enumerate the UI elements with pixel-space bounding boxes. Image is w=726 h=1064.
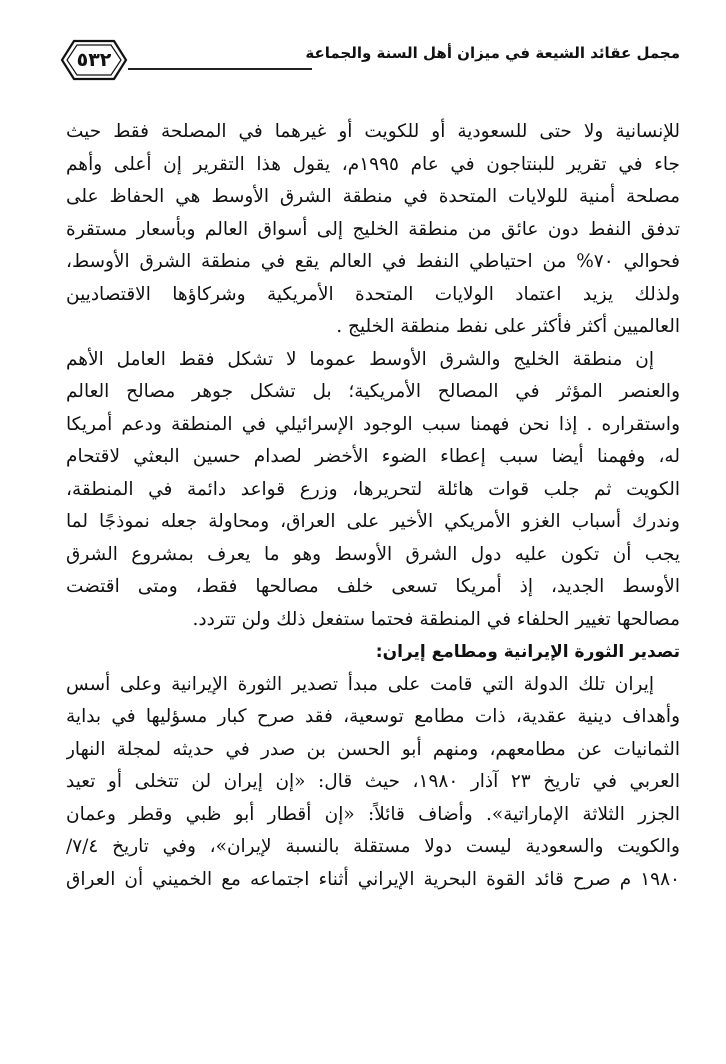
text-line: إيران تلك الدولة التي قامت على مبدأ تصدير الثورة الإيرانية وعلى أسس <box>66 673 654 695</box>
text-line: العربي في تاريخ ٢٣ آذار ١٩٨٠، حيث قال: «إن إيران لن تتخلى أو تعيد <box>66 771 680 792</box>
text-line: فحوالي ٧٠% من احتياطي النفط في العالم يقع في منطقة الشرق الأوسط، <box>66 251 680 272</box>
section-heading: تصدير الثورة الإيرانية ومطامع إيران: <box>375 642 680 662</box>
body-text <box>66 116 680 896</box>
text-line: والكويت والسعودية ليست دولا مستقلة بالنسبة لإيران»، وفي تاريخ ٧/٤/ <box>66 836 680 857</box>
text-line: الكويت ثم جلب قوات هائلة لتحريرها، وزرع قواعد دائمة في المنطقة، <box>66 478 680 500</box>
text-line: وأهداف دينية عقدية، ذات مطامع توسعية، فقد صرح كبار مسؤليها في بداية <box>66 706 680 727</box>
text-line: ١٩٨٠ م صرح قائد القوة البحرية الإيراني أثناء اجتماعه مع الخميني أن العراق <box>66 868 680 890</box>
text-line: يجب أن تكون عليه دول الشرق الأوسط وهو ما يعرف بمشروع الشرق <box>66 543 680 565</box>
page-number-badge <box>60 38 128 82</box>
text-line: مصلحة أمنية للولايات المتحدة في منطقة الشرق الأوسط هي الحفاظ على <box>66 186 680 207</box>
text-line: للإنسانية ولا حتى للسعودية أو للكويت أو غيرهما في المصلحة فقط حيث <box>66 121 680 142</box>
text-line: جاء في تقرير للبنتاجون في عام ١٩٩٥م، يقول هذا التقرير إن أعلى وأهم <box>66 153 680 175</box>
text-line: مصالحها تغيير الحلفاء في المنطقة فحتما ستفعل ذلك ولن تتردد. <box>192 608 680 630</box>
text-line: إن منطقة الخليج والشرق الأوسط عموما لا تشكل فقط العامل الأهم <box>66 348 654 370</box>
text-line: الجزر الثلاثة الإماراتية». وأضاف قائلاً: «إن أقطار أبو ظبي وقطر وعمان <box>66 803 680 825</box>
text-line: له، وفهمنا أيضا سبب إعطاء الضوء الأخضر لصدام حسين البعثي لاقتحام <box>66 446 680 467</box>
text-line: وندرك أسباب الغزو الأمريكي الأخير على العراق، ومحاولة جعله نموذجًا لما <box>66 511 680 532</box>
text-line: الثمانيات عن مطامعهم، ومنهم أبو الحسن بن صدر في حديثه لمجلة النهار <box>66 738 680 760</box>
text-line: تدفق النفط دون عائق من منطقة الخليج إلى أسواق العالم وبأسعار مستقرة <box>66 218 680 240</box>
header-rule <box>128 68 312 70</box>
text-line: ولذلك يزيد اعتماد الولايات المتحدة الأمريكية وشركاؤها الاقتصاديين <box>66 283 680 305</box>
page-header <box>60 34 680 86</box>
running-title: مجمل عقائد الشيعة في ميزان أهل السنة والجماعة <box>305 44 680 62</box>
text-line: العالميين أكثر فأكثر على نفط منطقة الخليج . <box>336 316 680 337</box>
text-line: الأوسط الجديد، إذ أمريكا تسعى خلف مصالحها فقط، ومتى اقتضت <box>66 576 680 597</box>
text-line: والعنصر المؤثر في المصالح الأمريكية؛ بل تشكل جوهر مصالح العالم <box>66 381 680 402</box>
text-line: واستقراره . إذا نحن فهمنا سبب الوجود الإسرائيلي في المنطقة ودعم أمريكا <box>66 413 680 435</box>
page-number: ٥٣٢ <box>76 49 112 71</box>
